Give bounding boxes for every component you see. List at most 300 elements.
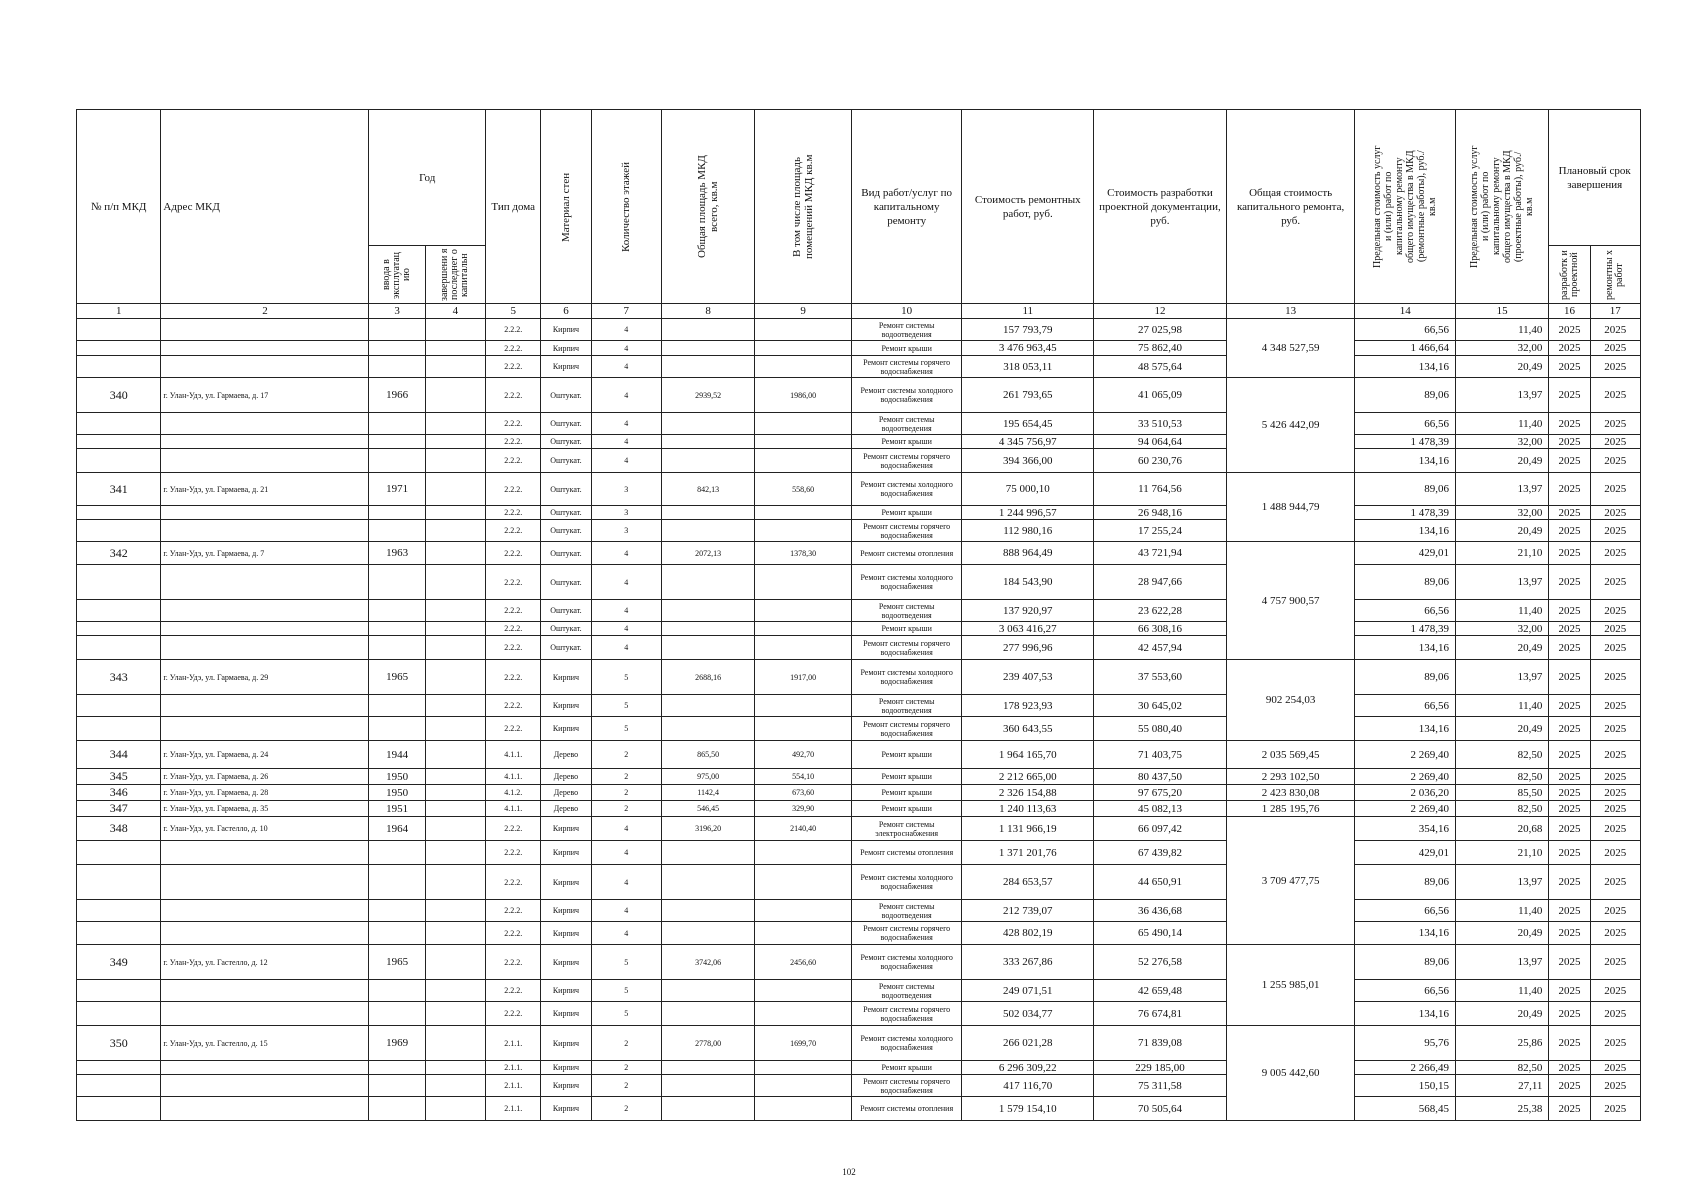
cell-limit-project: 20,49 bbox=[1455, 449, 1548, 473]
cell-year-last-repair bbox=[425, 769, 485, 785]
cell-premises-area: 329,90 bbox=[755, 801, 851, 817]
table-row bbox=[77, 900, 1641, 922]
cell-deadline-project: 2025 bbox=[1549, 636, 1590, 660]
cell-deadline-repair: 2025 bbox=[1590, 341, 1640, 356]
cell-repair-cost: 195 654,45 bbox=[962, 413, 1094, 435]
cell-repair-cost: 184 543,90 bbox=[962, 565, 1094, 600]
cell-year-last-repair bbox=[425, 413, 485, 435]
cell-total-cost: 2 035 569,45 bbox=[1226, 741, 1355, 769]
cell-premises-area bbox=[755, 841, 851, 865]
cell-project-cost: 76 674,81 bbox=[1094, 1002, 1227, 1026]
cell-wall-material: Дерево bbox=[541, 785, 591, 801]
cell-repair-cost: 3 476 963,45 bbox=[962, 341, 1094, 356]
cell-deadline-repair: 2025 bbox=[1590, 945, 1640, 980]
cell-year-last-repair bbox=[425, 356, 485, 378]
cell-limit-project: 21,10 bbox=[1455, 542, 1548, 565]
header-address: Адрес МКД bbox=[161, 110, 369, 304]
table-body bbox=[77, 319, 1641, 1121]
cell-year-last-repair bbox=[425, 1097, 485, 1121]
cell-address: г. Улан-Удэ, ул. Гармаева, д. 35 bbox=[161, 801, 369, 817]
table-row bbox=[77, 695, 1641, 717]
cell-work-type: Ремонт крыши bbox=[851, 341, 962, 356]
cell-house-type: 2.2.2. bbox=[486, 378, 541, 413]
cell-work-type: Ремонт системы холодного водоснабжения bbox=[851, 865, 962, 900]
cell-limit-project: 20,49 bbox=[1455, 636, 1548, 660]
table-row bbox=[77, 449, 1641, 473]
cell-deadline-project: 2025 bbox=[1549, 1075, 1590, 1097]
cell-year-built bbox=[369, 449, 425, 473]
cell-limit-project: 11,40 bbox=[1455, 413, 1548, 435]
cell-deadline-project: 2025 bbox=[1549, 769, 1590, 785]
cell-limit-project: 13,97 bbox=[1455, 865, 1548, 900]
cell-deadline-project: 2025 bbox=[1549, 660, 1590, 695]
cell-house-type: 4.1.2. bbox=[486, 785, 541, 801]
cell-address: г. Улан-Удэ, ул. Гармаева, д. 21 bbox=[161, 473, 369, 506]
cell-deadline-repair: 2025 bbox=[1590, 565, 1640, 600]
cell-work-type: Ремонт системы водоотведения bbox=[851, 413, 962, 435]
cell-house-type: 2.2.2. bbox=[486, 449, 541, 473]
cell-work-type: Ремонт системы водоотведения bbox=[851, 900, 962, 922]
cell-deadline-project: 2025 bbox=[1549, 1097, 1590, 1121]
cell-floors: 4 bbox=[591, 356, 661, 378]
cell-limit-repair: 1 478,39 bbox=[1355, 435, 1456, 449]
capital-repair-table bbox=[76, 109, 1641, 1121]
cell-total-cost: 3 709 477,75 bbox=[1226, 817, 1355, 945]
cell-limit-repair: 66,56 bbox=[1355, 900, 1456, 922]
cell-address: г. Улан-Удэ, ул. Гармаева, д. 26 bbox=[161, 769, 369, 785]
header-year-last-repair: завершени я последнег о капитальн bbox=[425, 246, 485, 304]
cell-limit-project: 11,40 bbox=[1455, 695, 1548, 717]
cell-repair-cost: 417 116,70 bbox=[962, 1075, 1094, 1097]
cell-project-cost: 41 065,09 bbox=[1094, 378, 1227, 413]
cell-deadline-repair: 2025 bbox=[1590, 817, 1640, 841]
cell-limit-project: 85,50 bbox=[1455, 785, 1548, 801]
cell-row-id: 343 bbox=[77, 660, 161, 695]
cell-total-cost: 4 348 527,59 bbox=[1226, 319, 1355, 378]
cell-row-id bbox=[77, 435, 161, 449]
cell-deadline-repair: 2025 bbox=[1590, 413, 1640, 435]
cell-project-cost: 94 064,64 bbox=[1094, 435, 1227, 449]
cell-deadline-repair: 2025 bbox=[1590, 319, 1640, 341]
cell-floors: 5 bbox=[591, 660, 661, 695]
cell-work-type: Ремонт системы горячего водоснабжения bbox=[851, 449, 962, 473]
table-row bbox=[77, 473, 1641, 506]
cell-project-cost: 45 082,13 bbox=[1094, 801, 1227, 817]
cell-floors: 3 bbox=[591, 520, 661, 542]
column-number: 9 bbox=[755, 304, 851, 319]
cell-wall-material: Оштукат. bbox=[541, 435, 591, 449]
cell-address bbox=[161, 695, 369, 717]
table-row bbox=[77, 1061, 1641, 1075]
cell-total-area: 842,13 bbox=[661, 473, 754, 506]
table-row bbox=[77, 865, 1641, 900]
cell-premises-area bbox=[755, 695, 851, 717]
cell-house-type: 2.2.2. bbox=[486, 922, 541, 945]
cell-premises-area: 558,60 bbox=[755, 473, 851, 506]
cell-deadline-project: 2025 bbox=[1549, 1061, 1590, 1075]
cell-project-cost: 66 097,42 bbox=[1094, 817, 1227, 841]
cell-row-id bbox=[77, 413, 161, 435]
cell-address: г. Улан-Удэ, ул. Гармаева, д. 29 bbox=[161, 660, 369, 695]
cell-row-id bbox=[77, 506, 161, 520]
cell-deadline-repair: 2025 bbox=[1590, 785, 1640, 801]
cell-premises-area: 1378,30 bbox=[755, 542, 851, 565]
cell-wall-material: Кирпич bbox=[541, 660, 591, 695]
cell-row-id bbox=[77, 449, 161, 473]
cell-row-id: 348 bbox=[77, 817, 161, 841]
cell-year-last-repair bbox=[425, 636, 485, 660]
cell-premises-area: 1917,00 bbox=[755, 660, 851, 695]
cell-address bbox=[161, 1061, 369, 1075]
cell-year-last-repair bbox=[425, 378, 485, 413]
cell-project-cost: 97 675,20 bbox=[1094, 785, 1227, 801]
cell-repair-cost: 888 964,49 bbox=[962, 542, 1094, 565]
cell-total-area bbox=[661, 449, 754, 473]
cell-total-area bbox=[661, 435, 754, 449]
cell-wall-material: Кирпич bbox=[541, 717, 591, 741]
cell-row-id: 345 bbox=[77, 769, 161, 785]
cell-total-cost: 5 426 442,09 bbox=[1226, 378, 1355, 473]
cell-premises-area bbox=[755, 413, 851, 435]
cell-deadline-repair: 2025 bbox=[1590, 356, 1640, 378]
cell-deadline-repair: 2025 bbox=[1590, 542, 1640, 565]
cell-wall-material: Дерево bbox=[541, 769, 591, 785]
column-number: 14 bbox=[1355, 304, 1456, 319]
cell-repair-cost: 360 643,55 bbox=[962, 717, 1094, 741]
cell-house-type: 2.2.2. bbox=[486, 900, 541, 922]
cell-total-area bbox=[661, 413, 754, 435]
cell-deadline-repair: 2025 bbox=[1590, 449, 1640, 473]
cell-deadline-project: 2025 bbox=[1549, 435, 1590, 449]
table-row bbox=[77, 341, 1641, 356]
cell-row-id: 350 bbox=[77, 1026, 161, 1061]
cell-limit-project: 13,97 bbox=[1455, 473, 1548, 506]
cell-project-cost: 75 862,40 bbox=[1094, 341, 1227, 356]
cell-limit-repair: 66,56 bbox=[1355, 413, 1456, 435]
cell-project-cost: 80 437,50 bbox=[1094, 769, 1227, 785]
table-row bbox=[77, 413, 1641, 435]
cell-total-area: 2939,52 bbox=[661, 378, 754, 413]
cell-house-type: 2.2.2. bbox=[486, 600, 541, 622]
cell-address: г. Улан-Удэ, ул. Гастелло, д. 15 bbox=[161, 1026, 369, 1061]
cell-row-id bbox=[77, 1097, 161, 1121]
cell-wall-material: Кирпич bbox=[541, 1002, 591, 1026]
cell-total-area: 2778,00 bbox=[661, 1026, 754, 1061]
cell-wall-material: Оштукат. bbox=[541, 473, 591, 506]
cell-house-type: 2.2.2. bbox=[486, 980, 541, 1002]
cell-wall-material: Кирпич bbox=[541, 980, 591, 1002]
cell-year-last-repair bbox=[425, 1026, 485, 1061]
cell-repair-cost: 1 244 996,57 bbox=[962, 506, 1094, 520]
column-number: 5 bbox=[486, 304, 541, 319]
cell-limit-repair: 89,06 bbox=[1355, 660, 1456, 695]
table-row bbox=[77, 817, 1641, 841]
cell-floors: 4 bbox=[591, 542, 661, 565]
cell-year-built bbox=[369, 506, 425, 520]
cell-project-cost: 17 255,24 bbox=[1094, 520, 1227, 542]
cell-house-type: 2.2.2. bbox=[486, 695, 541, 717]
cell-year-last-repair bbox=[425, 520, 485, 542]
cell-limit-project: 32,00 bbox=[1455, 435, 1548, 449]
cell-project-cost: 75 311,58 bbox=[1094, 1075, 1227, 1097]
cell-year-built bbox=[369, 341, 425, 356]
cell-total-cost: 9 005 442,60 bbox=[1226, 1026, 1355, 1121]
cell-deadline-project: 2025 bbox=[1549, 785, 1590, 801]
cell-total-area bbox=[661, 865, 754, 900]
cell-deadline-repair: 2025 bbox=[1590, 801, 1640, 817]
cell-project-cost: 44 650,91 bbox=[1094, 865, 1227, 900]
cell-deadline-project: 2025 bbox=[1549, 413, 1590, 435]
cell-wall-material: Кирпич bbox=[541, 841, 591, 865]
cell-limit-project: 25,38 bbox=[1455, 1097, 1548, 1121]
column-number: 16 bbox=[1549, 304, 1590, 319]
cell-floors: 5 bbox=[591, 980, 661, 1002]
cell-repair-cost: 428 802,19 bbox=[962, 922, 1094, 945]
cell-premises-area bbox=[755, 1097, 851, 1121]
cell-floors: 2 bbox=[591, 801, 661, 817]
cell-address bbox=[161, 319, 369, 341]
cell-work-type: Ремонт системы холодного водоснабжения bbox=[851, 473, 962, 506]
table-row bbox=[77, 801, 1641, 817]
table-row bbox=[77, 1097, 1641, 1121]
cell-deadline-project: 2025 bbox=[1549, 980, 1590, 1002]
cell-total-area: 865,50 bbox=[661, 741, 754, 769]
cell-floors: 4 bbox=[591, 922, 661, 945]
cell-project-cost: 27 025,98 bbox=[1094, 319, 1227, 341]
cell-deadline-project: 2025 bbox=[1549, 520, 1590, 542]
cell-house-type: 2.2.2. bbox=[486, 565, 541, 600]
cell-repair-cost: 2 212 665,00 bbox=[962, 769, 1094, 785]
cell-repair-cost: 75 000,10 bbox=[962, 473, 1094, 506]
cell-limit-repair: 2 266,49 bbox=[1355, 1061, 1456, 1075]
cell-house-type: 2.2.2. bbox=[486, 865, 541, 900]
cell-floors: 2 bbox=[591, 1061, 661, 1075]
cell-premises-area bbox=[755, 636, 851, 660]
cell-wall-material: Дерево bbox=[541, 741, 591, 769]
cell-work-type: Ремонт системы отопления bbox=[851, 841, 962, 865]
cell-deadline-project: 2025 bbox=[1549, 817, 1590, 841]
cell-repair-cost: 1 371 201,76 bbox=[962, 841, 1094, 865]
table-row bbox=[77, 769, 1641, 785]
cell-wall-material: Оштукат. bbox=[541, 506, 591, 520]
table-row bbox=[77, 565, 1641, 600]
cell-project-cost: 43 721,94 bbox=[1094, 542, 1227, 565]
cell-repair-cost: 249 071,51 bbox=[962, 980, 1094, 1002]
cell-work-type: Ремонт системы холодного водоснабжения bbox=[851, 565, 962, 600]
cell-year-last-repair bbox=[425, 622, 485, 636]
cell-year-last-repair bbox=[425, 600, 485, 622]
cell-limit-repair: 66,56 bbox=[1355, 319, 1456, 341]
cell-floors: 3 bbox=[591, 506, 661, 520]
cell-floors: 4 bbox=[591, 435, 661, 449]
cell-work-type: Ремонт системы водоотведения bbox=[851, 980, 962, 1002]
cell-limit-repair: 429,01 bbox=[1355, 542, 1456, 565]
table-row bbox=[77, 1075, 1641, 1097]
cell-row-id bbox=[77, 341, 161, 356]
cell-limit-repair: 134,16 bbox=[1355, 449, 1456, 473]
cell-floors: 4 bbox=[591, 341, 661, 356]
cell-repair-cost: 4 345 756,97 bbox=[962, 435, 1094, 449]
table-row bbox=[77, 841, 1641, 865]
cell-floors: 2 bbox=[591, 741, 661, 769]
cell-year-built bbox=[369, 319, 425, 341]
cell-limit-repair: 134,16 bbox=[1355, 636, 1456, 660]
cell-year-last-repair bbox=[425, 817, 485, 841]
header-repair-cost: Стоимость ремонтных работ, руб. bbox=[962, 110, 1094, 304]
cell-deadline-repair: 2025 bbox=[1590, 1026, 1640, 1061]
cell-address bbox=[161, 1002, 369, 1026]
cell-floors: 4 bbox=[591, 622, 661, 636]
cell-wall-material: Кирпич bbox=[541, 900, 591, 922]
cell-repair-cost: 157 793,79 bbox=[962, 319, 1094, 341]
cell-address bbox=[161, 565, 369, 600]
cell-house-type: 2.2.2. bbox=[486, 319, 541, 341]
cell-limit-project: 13,97 bbox=[1455, 945, 1548, 980]
cell-deadline-project: 2025 bbox=[1549, 356, 1590, 378]
cell-deadline-project: 2025 bbox=[1549, 1026, 1590, 1061]
cell-row-id: 342 bbox=[77, 542, 161, 565]
cell-floors: 4 bbox=[591, 413, 661, 435]
cell-project-cost: 42 457,94 bbox=[1094, 636, 1227, 660]
cell-row-id: 346 bbox=[77, 785, 161, 801]
cell-year-last-repair bbox=[425, 319, 485, 341]
cell-address bbox=[161, 636, 369, 660]
cell-deadline-project: 2025 bbox=[1549, 900, 1590, 922]
cell-deadline-project: 2025 bbox=[1549, 922, 1590, 945]
cell-total-cost: 1 488 944,79 bbox=[1226, 473, 1355, 542]
cell-deadline-repair: 2025 bbox=[1590, 520, 1640, 542]
cell-row-id bbox=[77, 356, 161, 378]
cell-house-type: 2.2.2. bbox=[486, 1002, 541, 1026]
cell-premises-area bbox=[755, 565, 851, 600]
cell-wall-material: Оштукат. bbox=[541, 636, 591, 660]
table-row bbox=[77, 945, 1641, 980]
cell-year-built: 1965 bbox=[369, 660, 425, 695]
cell-deadline-project: 2025 bbox=[1549, 600, 1590, 622]
cell-deadline-project: 2025 bbox=[1549, 565, 1590, 600]
header-floors: Количество этажей bbox=[591, 110, 661, 304]
table-row bbox=[77, 356, 1641, 378]
column-number: 1 bbox=[77, 304, 161, 319]
column-number: 13 bbox=[1226, 304, 1355, 319]
cell-total-area bbox=[661, 980, 754, 1002]
header-number: № п/п МКД bbox=[77, 110, 161, 304]
cell-deadline-repair: 2025 bbox=[1590, 769, 1640, 785]
cell-address bbox=[161, 1075, 369, 1097]
cell-floors: 2 bbox=[591, 1075, 661, 1097]
cell-project-cost: 42 659,48 bbox=[1094, 980, 1227, 1002]
cell-floors: 5 bbox=[591, 945, 661, 980]
cell-year-built: 1950 bbox=[369, 769, 425, 785]
cell-row-id bbox=[77, 600, 161, 622]
cell-total-area: 3196,20 bbox=[661, 817, 754, 841]
cell-work-type: Ремонт системы горячего водоснабжения bbox=[851, 520, 962, 542]
cell-house-type: 2.2.2. bbox=[486, 660, 541, 695]
cell-limit-repair: 134,16 bbox=[1355, 1002, 1456, 1026]
cell-year-last-repair bbox=[425, 741, 485, 769]
column-number: 11 bbox=[962, 304, 1094, 319]
table-row bbox=[77, 319, 1641, 341]
cell-deadline-project: 2025 bbox=[1549, 622, 1590, 636]
cell-year-built bbox=[369, 1097, 425, 1121]
cell-limit-repair: 2 036,20 bbox=[1355, 785, 1456, 801]
cell-premises-area bbox=[755, 900, 851, 922]
cell-deadline-project: 2025 bbox=[1549, 473, 1590, 506]
cell-year-last-repair bbox=[425, 945, 485, 980]
cell-wall-material: Кирпич bbox=[541, 356, 591, 378]
cell-limit-project: 27,11 bbox=[1455, 1075, 1548, 1097]
cell-deadline-repair: 2025 bbox=[1590, 378, 1640, 413]
cell-deadline-repair: 2025 bbox=[1590, 435, 1640, 449]
cell-wall-material: Кирпич bbox=[541, 1026, 591, 1061]
cell-limit-project: 20,49 bbox=[1455, 717, 1548, 741]
cell-premises-area: 673,60 bbox=[755, 785, 851, 801]
table-row bbox=[77, 520, 1641, 542]
header-limit-repair: Предельная стоимость услуг и (или) работ по капитальному ремонту общего имущества в МКД (ремонтные работы), руб./кв.м bbox=[1355, 110, 1456, 304]
cell-total-area: 546,45 bbox=[661, 801, 754, 817]
cell-premises-area bbox=[755, 435, 851, 449]
cell-year-last-repair bbox=[425, 449, 485, 473]
cell-year-built bbox=[369, 717, 425, 741]
cell-limit-project: 82,50 bbox=[1455, 769, 1548, 785]
cell-wall-material: Кирпич bbox=[541, 341, 591, 356]
cell-row-id bbox=[77, 565, 161, 600]
cell-limit-repair: 568,45 bbox=[1355, 1097, 1456, 1121]
cell-deadline-repair: 2025 bbox=[1590, 622, 1640, 636]
cell-deadline-repair: 2025 bbox=[1590, 636, 1640, 660]
table-row bbox=[77, 980, 1641, 1002]
cell-address bbox=[161, 717, 369, 741]
cell-project-cost: 37 553,60 bbox=[1094, 660, 1227, 695]
cell-year-built bbox=[369, 600, 425, 622]
column-number: 17 bbox=[1590, 304, 1640, 319]
cell-premises-area: 2456,60 bbox=[755, 945, 851, 980]
cell-total-cost: 2 423 830,08 bbox=[1226, 785, 1355, 801]
cell-repair-cost: 112 980,16 bbox=[962, 520, 1094, 542]
table-row bbox=[77, 435, 1641, 449]
cell-address bbox=[161, 1097, 369, 1121]
cell-house-type: 2.2.2. bbox=[486, 622, 541, 636]
cell-project-cost: 67 439,82 bbox=[1094, 841, 1227, 865]
column-number: 10 bbox=[851, 304, 962, 319]
cell-premises-area bbox=[755, 1061, 851, 1075]
cell-limit-project: 11,40 bbox=[1455, 980, 1548, 1002]
cell-total-cost: 1 255 985,01 bbox=[1226, 945, 1355, 1026]
cell-limit-repair: 89,06 bbox=[1355, 865, 1456, 900]
cell-total-area bbox=[661, 841, 754, 865]
cell-premises-area bbox=[755, 980, 851, 1002]
cell-project-cost: 60 230,76 bbox=[1094, 449, 1227, 473]
cell-year-built: 1944 bbox=[369, 741, 425, 769]
cell-deadline-repair: 2025 bbox=[1590, 1075, 1640, 1097]
cell-total-area bbox=[661, 600, 754, 622]
table-row bbox=[77, 1026, 1641, 1061]
cell-year-last-repair bbox=[425, 473, 485, 506]
cell-limit-repair: 134,16 bbox=[1355, 520, 1456, 542]
cell-address bbox=[161, 356, 369, 378]
cell-floors: 5 bbox=[591, 1002, 661, 1026]
cell-year-last-repair bbox=[425, 900, 485, 922]
cell-limit-repair: 66,56 bbox=[1355, 600, 1456, 622]
header-total-cost: Общая стоимость капитального ремонта, руб. bbox=[1226, 110, 1355, 304]
cell-wall-material: Кирпич bbox=[541, 695, 591, 717]
cell-repair-cost: 394 366,00 bbox=[962, 449, 1094, 473]
cell-row-id bbox=[77, 1002, 161, 1026]
cell-total-area bbox=[661, 922, 754, 945]
cell-address bbox=[161, 922, 369, 945]
cell-limit-project: 82,50 bbox=[1455, 1061, 1548, 1075]
cell-limit-repair: 95,76 bbox=[1355, 1026, 1456, 1061]
